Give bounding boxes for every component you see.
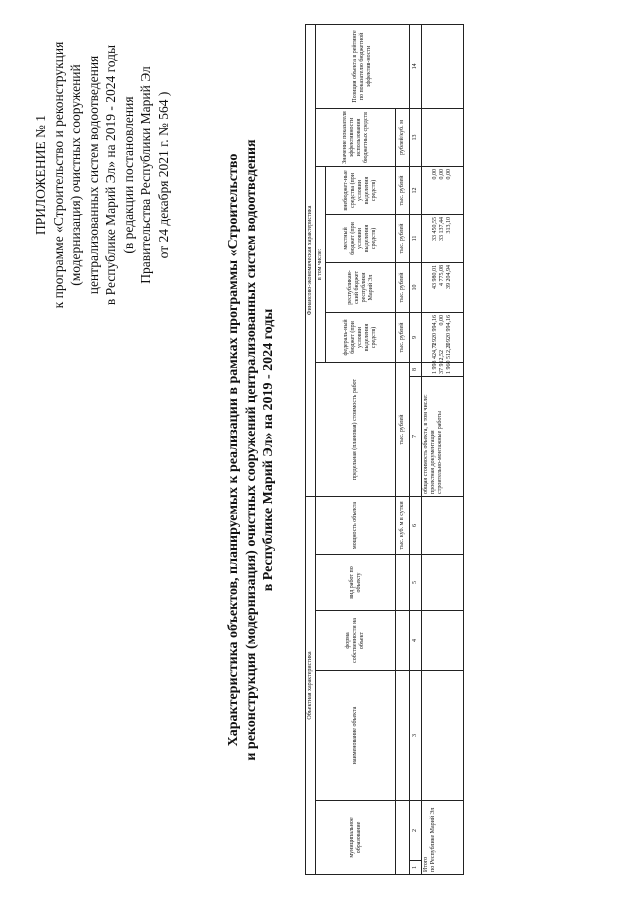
empty-cell xyxy=(422,555,464,611)
appendix-line: (модернизация) очистных сооружений xyxy=(68,64,83,286)
breakdown-label: общая стоимость объекта, в том числе: xyxy=(423,394,429,494)
cost-value: 1 998 424,72 xyxy=(432,342,438,374)
republic-value: 39 204,94 xyxy=(446,264,452,289)
unit-local: тыс. рублей xyxy=(396,214,410,262)
table-row-total xyxy=(422,24,464,874)
unit-empty xyxy=(396,555,410,611)
title-line: Характеристика объектов, планируемых к реализации в рамках программы «Строительство xyxy=(226,153,241,747)
column-number: 5 xyxy=(410,555,422,611)
republic-value: 4 775,08 xyxy=(439,264,445,286)
column-number: 8 xyxy=(410,362,422,376)
column-number: 10 xyxy=(410,262,422,312)
unit-extra: тыс. рублей xyxy=(396,166,410,214)
extra-value: 0,00 xyxy=(439,168,445,180)
republic-value: 43 980,01 xyxy=(432,264,438,289)
header-work-type: вид работ по объекту xyxy=(316,555,396,611)
appendix-line: в Республике Марий Эл» на 2019 - 2024 годы xyxy=(103,44,118,306)
column-number: 13 xyxy=(410,108,422,166)
total-label: Итого по Республике Марий Эл xyxy=(422,801,464,875)
rotated-landscape-content xyxy=(20,15,620,885)
column-number: 3 xyxy=(410,671,422,801)
empty-cell xyxy=(422,24,464,108)
header-cost: предельная (плановая) стоимость работ xyxy=(316,362,396,496)
appendix-note xyxy=(32,25,172,325)
header-capacity: мощность объекта xyxy=(316,496,396,554)
header-ownership: форма собственности на объект xyxy=(316,611,396,671)
column-number: 12 xyxy=(410,166,422,214)
cost-breakdown-labels xyxy=(422,376,464,496)
local-value: 33 450,55 xyxy=(432,216,438,241)
header-local: местный бюджет (при условии выделения средств) xyxy=(326,214,396,262)
title-line: в Республике Марий Эл» на 2019 - 2024 годы xyxy=(261,308,276,592)
header-position: Позиция объекта в рейтинге по показателю бюджетной эффектив-ности xyxy=(316,24,410,108)
republic-values xyxy=(422,262,464,312)
unit-federal: тыс. рублей xyxy=(396,312,410,362)
appendix-line: Правительства Республики Марий Эл xyxy=(138,66,153,284)
breakdown-label: строительно-монтажные работы xyxy=(437,410,443,494)
appendix-line: ПРИЛОЖЕНИЕ № 1 xyxy=(33,114,48,236)
column-number: 6 xyxy=(410,496,422,554)
empty-cell xyxy=(422,611,464,671)
header-efficiency: Значение показателя эффективности использования бюджетных средств xyxy=(316,108,396,166)
cost-value: 1 960 512,20 xyxy=(446,342,452,374)
unit-efficiency: рублей/куб. м xyxy=(396,108,410,166)
local-value: 313,10 xyxy=(446,216,452,234)
empty-cell xyxy=(422,108,464,166)
unit-empty xyxy=(396,671,410,801)
appendix-line: от 24 декабря 2021 г. № 564 ) xyxy=(155,91,171,259)
group-header-finance: Финансово-экономическая характеристика xyxy=(306,24,316,496)
cost-value: 37 912,52 xyxy=(439,349,445,374)
column-number: 11 xyxy=(410,214,422,262)
header-extra: внебюджет-ные средства (при условии выделения средств) xyxy=(326,166,396,214)
extra-value: 0,00 xyxy=(446,168,452,180)
unit-empty xyxy=(396,611,410,671)
column-number: 2 xyxy=(410,801,422,861)
federal-value: 1 920 994,16 xyxy=(446,314,452,347)
breakdown-label: проектная документация xyxy=(430,430,436,494)
local-value: 33 137,44 xyxy=(439,216,445,241)
column-number: 14 xyxy=(410,24,422,108)
header-republic: республикан-ский бюджет республики Марий Эл xyxy=(326,262,396,312)
unit-empty xyxy=(396,801,410,875)
column-number: 9 xyxy=(410,312,422,362)
column-number: 1 xyxy=(410,861,422,875)
document-title xyxy=(225,55,278,845)
empty-cell xyxy=(422,496,464,554)
header-municipality: муниципальное образование xyxy=(316,801,396,875)
federal-value: 0,00 xyxy=(439,314,445,326)
header-object-name: наименование объекта xyxy=(316,671,396,801)
objects-characteristics-table xyxy=(305,24,464,875)
header-of-which: в том числе: xyxy=(316,166,326,362)
unit-republic: тыс. рублей xyxy=(396,262,410,312)
empty-cell xyxy=(422,671,464,801)
column-number: 7 xyxy=(410,376,422,496)
federal-value: 1 920 994,16 xyxy=(432,314,438,347)
appendix-line: централизованных систем водоотведения xyxy=(85,55,101,295)
extra-values xyxy=(422,166,464,214)
local-values xyxy=(422,214,464,262)
column-number: 4 xyxy=(410,611,422,671)
unit-cost: тыс. рублей xyxy=(396,362,410,496)
appendix-line: (в редакции постановления xyxy=(120,96,136,254)
group-header-object: Объектная характеристика xyxy=(306,496,316,874)
cost-values xyxy=(422,342,464,376)
title-line: и реконструкция (модернизация) очистных сооружений централизованных систем водоотведения xyxy=(243,139,259,761)
appendix-line: к программе «Строительство и реконструкция xyxy=(50,41,66,309)
header-federal: федераль-ный бюджет (при условии выделения средств) xyxy=(326,312,396,362)
extra-value: 0,00 xyxy=(432,168,438,180)
unit-capacity: тыс. куб. м в сутки xyxy=(396,496,410,554)
